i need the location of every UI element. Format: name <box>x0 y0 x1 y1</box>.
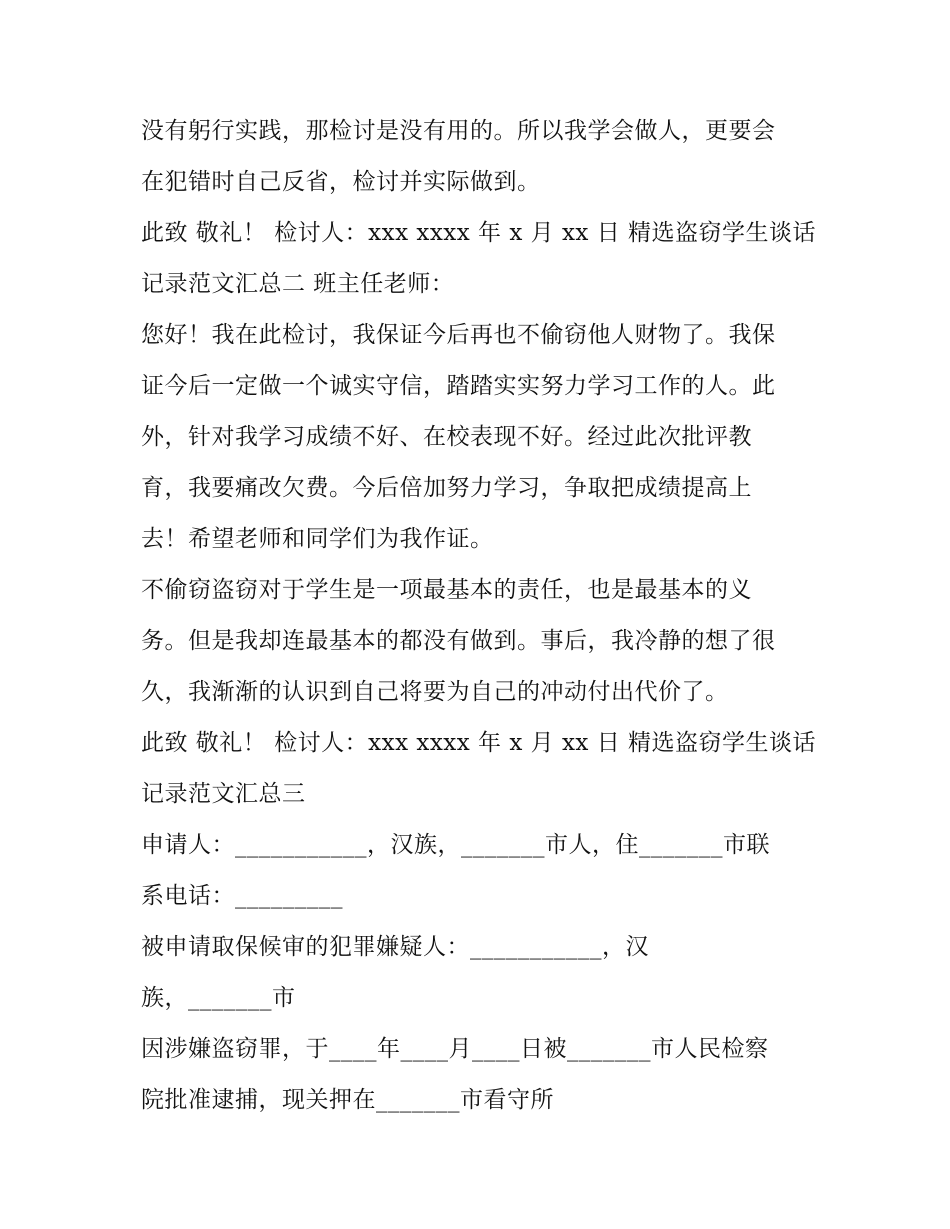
text-line: 院批准逮捕，现关押在_______市看守所 <box>141 1087 554 1113</box>
text-line: 系电话：_________ <box>141 883 343 909</box>
text-line: 此致 敬礼！ 检讨人：xxx xxxx 年 x 月 xx 日 精选盗窃学生谈话 <box>141 220 817 246</box>
text-line: 去！希望老师和同学们为我作证。 <box>141 526 494 552</box>
text-line: 务。但是我却连最基本的都没有做到。事后，我冷静的想了很 <box>141 628 776 654</box>
text-line: 外，针对我学习成绩不好、在校表现不好。经过此次批评教 <box>141 424 752 450</box>
text-line: 在犯错时自己反省，检讨并实际做到。 <box>141 169 541 195</box>
text-line: 没有躬行实践，那检讨是没有用的。所以我学会做人，更要会 <box>141 118 776 144</box>
document-body <box>141 106 841 1126</box>
text-line: 因涉嫌盗窃罪，于____年____月____日被_______市人民检察 <box>141 1036 769 1062</box>
text-line: 此致 敬礼！ 检讨人：xxx xxxx 年 x 月 xx 日 精选盗窃学生谈话 <box>141 730 817 756</box>
text-line: 育，我要痛改欠费。今后倍加努力学习，争取把成绩提高上 <box>141 475 752 501</box>
text-line: 记录范文汇总三 <box>141 781 306 807</box>
text-line: 不偷窃盗窃对于学生是一项最基本的责任，也是最基本的义 <box>141 577 752 603</box>
text-line: 记录范文汇总二 班主任老师： <box>141 271 455 297</box>
text-line: 久，我渐渐的认识到自己将要为自己的冲动付出代价了。 <box>141 679 729 705</box>
text-line: 族，_______市 <box>141 985 296 1011</box>
text-line: 被申请取保候审的犯罪嫌疑人：___________，汉 <box>141 934 649 960</box>
text-line: 证今后一定做一个诚实守信，踏踏实实努力学习工作的人。此 <box>141 373 776 399</box>
text-line: 您好！我在此检讨，我保证今后再也不偷窃他人财物了。我保 <box>141 322 776 348</box>
text-line: 申请人：___________，汉族，_______市人，住_______市联 <box>141 832 770 858</box>
